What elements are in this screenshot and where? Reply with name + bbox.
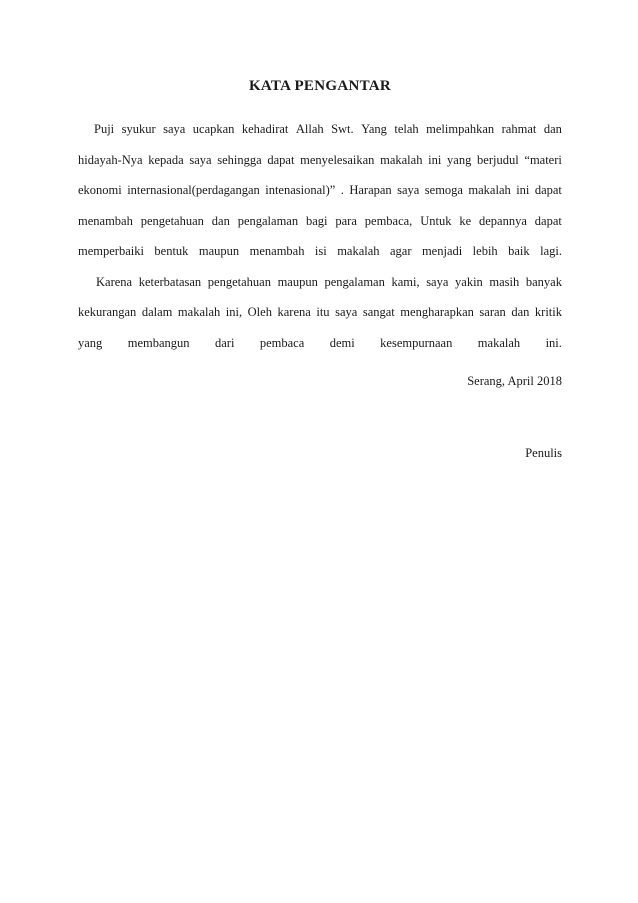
- word: ke: [459, 213, 472, 228]
- paragraph1-line-4: [78, 212, 562, 243]
- word: saya: [335, 305, 358, 319]
- document-body: [78, 120, 562, 364]
- word: dan: [543, 122, 562, 136]
- word: ini,: [225, 305, 243, 319]
- word: dan: [511, 305, 530, 319]
- word: maupun: [198, 244, 240, 258]
- word: itu: [316, 305, 330, 319]
- paragraph1-line-1: [78, 120, 562, 151]
- word: membangun: [127, 335, 190, 350]
- word: semoga: [424, 183, 463, 197]
- word: karena: [277, 305, 311, 319]
- word: keterbatasan: [138, 274, 202, 289]
- word: kekurangan: [78, 305, 137, 319]
- word: pengalaman: [237, 213, 299, 228]
- word: depannya: [479, 213, 527, 228]
- word: baik: [508, 244, 530, 258]
- word: pembaca,: [364, 213, 413, 228]
- word: demi: [329, 335, 355, 350]
- paragraph2-line-3: [78, 334, 562, 365]
- word: yakin: [455, 274, 483, 289]
- paragraph2-line-2: [78, 303, 562, 334]
- word: banyak: [525, 274, 562, 289]
- word: “materi: [524, 152, 562, 167]
- word: Allah: [295, 122, 324, 136]
- word: sangat: [362, 305, 395, 319]
- word: pengetahuan: [140, 213, 204, 228]
- word: pembaca: [259, 335, 305, 350]
- word: menambah: [249, 244, 305, 258]
- paragraph1-line-5: [78, 242, 562, 273]
- word: saran: [479, 305, 506, 319]
- word: makalah: [177, 305, 221, 319]
- word: bagi: [305, 213, 328, 228]
- word: saya: [397, 183, 420, 197]
- word: kesempurnaan: [380, 335, 453, 350]
- word: Untuk: [420, 213, 452, 228]
- word: internasional(perdagangan: [127, 183, 260, 197]
- paragraph1-line-3: [78, 181, 562, 212]
- word: makalah: [477, 335, 521, 350]
- word: ini: [516, 183, 530, 197]
- word: Puji: [94, 122, 115, 136]
- word: dapat: [534, 213, 562, 228]
- word: lagi.: [540, 244, 562, 258]
- word: .: [340, 183, 344, 197]
- word: makalah: [337, 244, 380, 258]
- word: para: [335, 213, 357, 228]
- word: kepada: [148, 152, 184, 167]
- word: agar: [389, 244, 412, 258]
- word: kami,: [391, 274, 420, 289]
- word: pengalaman: [324, 274, 385, 289]
- word: Harapan: [349, 183, 392, 197]
- word: kehadirat: [241, 122, 289, 136]
- word: ini: [428, 152, 442, 167]
- paragraph1-line-2: [78, 151, 562, 182]
- word: makalah: [380, 152, 423, 167]
- word: intenasional)”: [265, 183, 336, 197]
- word: dalam: [141, 305, 173, 319]
- paragraph2-line-1: [78, 273, 562, 304]
- word: berjudul: [477, 152, 519, 167]
- page-title: KATA PENGANTAR: [248, 78, 392, 94]
- author-signature: Penulis: [525, 446, 562, 460]
- word: hidayah-Nya: [78, 152, 143, 167]
- word: maupun: [277, 274, 318, 289]
- word: syukur: [121, 122, 156, 136]
- word: dapat: [534, 183, 562, 197]
- word: ucapkan: [192, 122, 235, 136]
- word: telah: [394, 122, 419, 136]
- word: saya: [426, 274, 449, 289]
- word: isi: [314, 244, 327, 258]
- word: sehingga: [217, 152, 262, 167]
- word: lebih: [472, 244, 498, 258]
- word: melimpahkan: [426, 122, 495, 136]
- word: Oleh: [247, 305, 272, 319]
- word: mengharapkan: [400, 305, 474, 319]
- word: menambah: [78, 213, 133, 228]
- word: saya: [163, 122, 186, 136]
- word: dari: [214, 335, 235, 350]
- word: Yang: [361, 122, 387, 136]
- word: ekonomi: [78, 183, 122, 197]
- word: masih: [489, 274, 520, 289]
- word: menjadi: [421, 244, 463, 258]
- word: menyelesaikan: [300, 152, 375, 167]
- word: memperbaiki: [78, 244, 144, 258]
- word: kritik: [534, 305, 562, 319]
- word: bentuk: [154, 244, 189, 258]
- word: dan: [211, 213, 230, 228]
- word: dapat: [267, 152, 295, 167]
- word: yang: [78, 335, 103, 350]
- word: makalah: [468, 183, 511, 197]
- word: rahmat: [501, 122, 537, 136]
- word: pengetahuan: [207, 274, 271, 289]
- word: yang: [447, 152, 472, 167]
- word: Karena: [96, 274, 133, 289]
- word: ini.: [545, 335, 562, 350]
- word: Swt.: [331, 122, 354, 136]
- place-date: Serang, April 2018: [467, 374, 562, 388]
- word: saya: [189, 152, 212, 167]
